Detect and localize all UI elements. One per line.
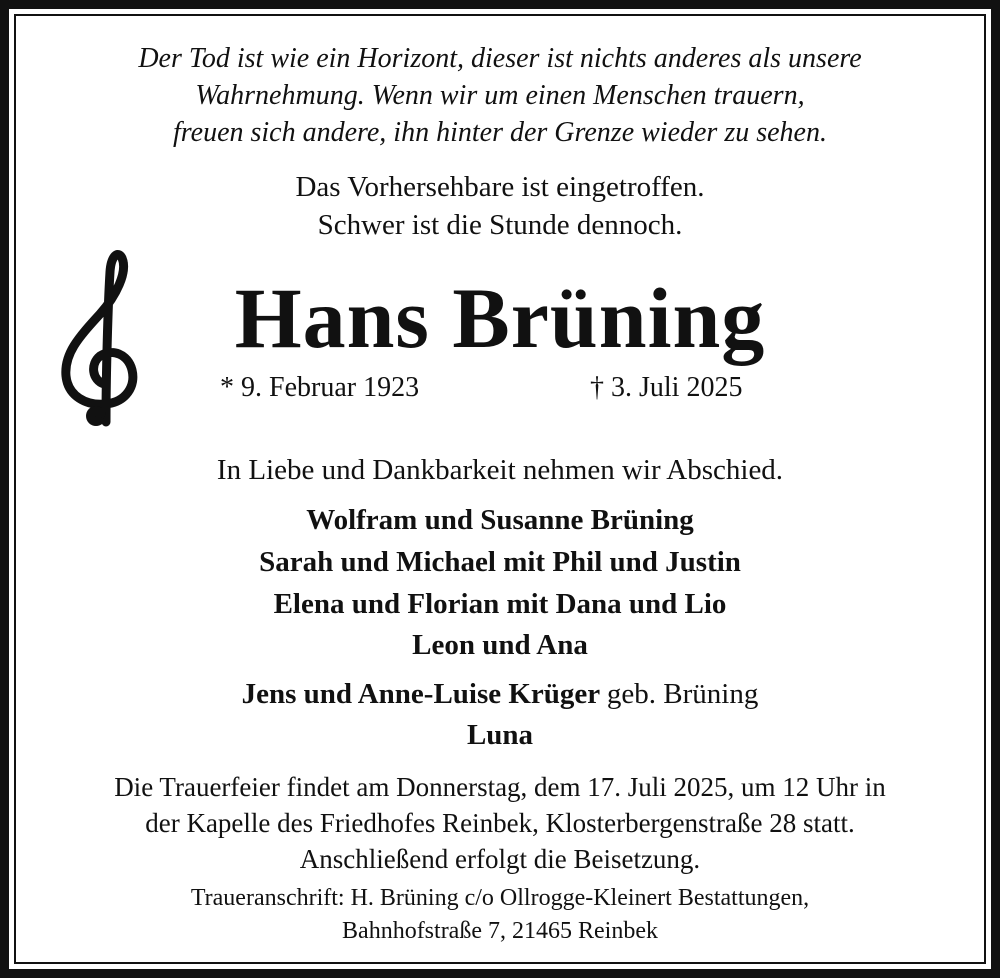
quote-line-3: freuen sich andere, ihn hinter der Grenze wieder zu sehen. [173,117,827,148]
deceased-name: Hans Brüning [234,270,766,366]
service-line-3: Anschließend erfolgt die Beisetzung. [299,844,701,874]
quote-line-2: Wahrnehmung. Wenn wir um einen Menschen trauern, [195,80,805,111]
service-line-2: der Kapelle des Friedhofes Reinbek, Klosterbergenstraße 28 statt. [145,808,855,838]
family-line-5-names: Jens und Anne-Luise Krüger [241,678,600,710]
family-line-6: Luna [466,719,534,751]
family-line-5-suffix: geb. Brüning [606,678,759,710]
quote-line-1: Der Tod ist wie ein Horizont, dieser ist nichts anderes als unsere [138,43,862,74]
intro-line-2: Schwer ist die Stunde dennoch. [317,209,683,241]
service-line-1: Die Trauerfeier findet am Donnerstag, dem 17. Juli 2025, um 12 Uhr in [114,772,886,802]
intro-line-1: Das Vorhersehbare ist eingetroffen. [295,171,705,203]
family-line-5 [0,673,1000,715]
death-date: † 3. Juli 2025 [590,372,743,403]
farewell-text: In Liebe und Dankbarkeit nehmen wir Abschied. [216,454,784,486]
family-line-2: Sarah und Michael mit Phil und Justin [259,546,741,578]
family-line-3: Elena und Florian mit Dana und Lio [273,588,727,620]
address-line-2: Bahnhofstraße 7, 21465 Reinbek [342,918,658,944]
family-line-4: Leon und Ana [412,629,588,661]
family-line-1: Wolfram und Susanne Brüning [306,504,694,536]
address-line-1: Traueranschrift: H. Brüning c/o Ollrogge-Kleinert Bestattungen, [190,885,810,911]
birth-date: * 9. Februar 1923 [220,372,420,403]
